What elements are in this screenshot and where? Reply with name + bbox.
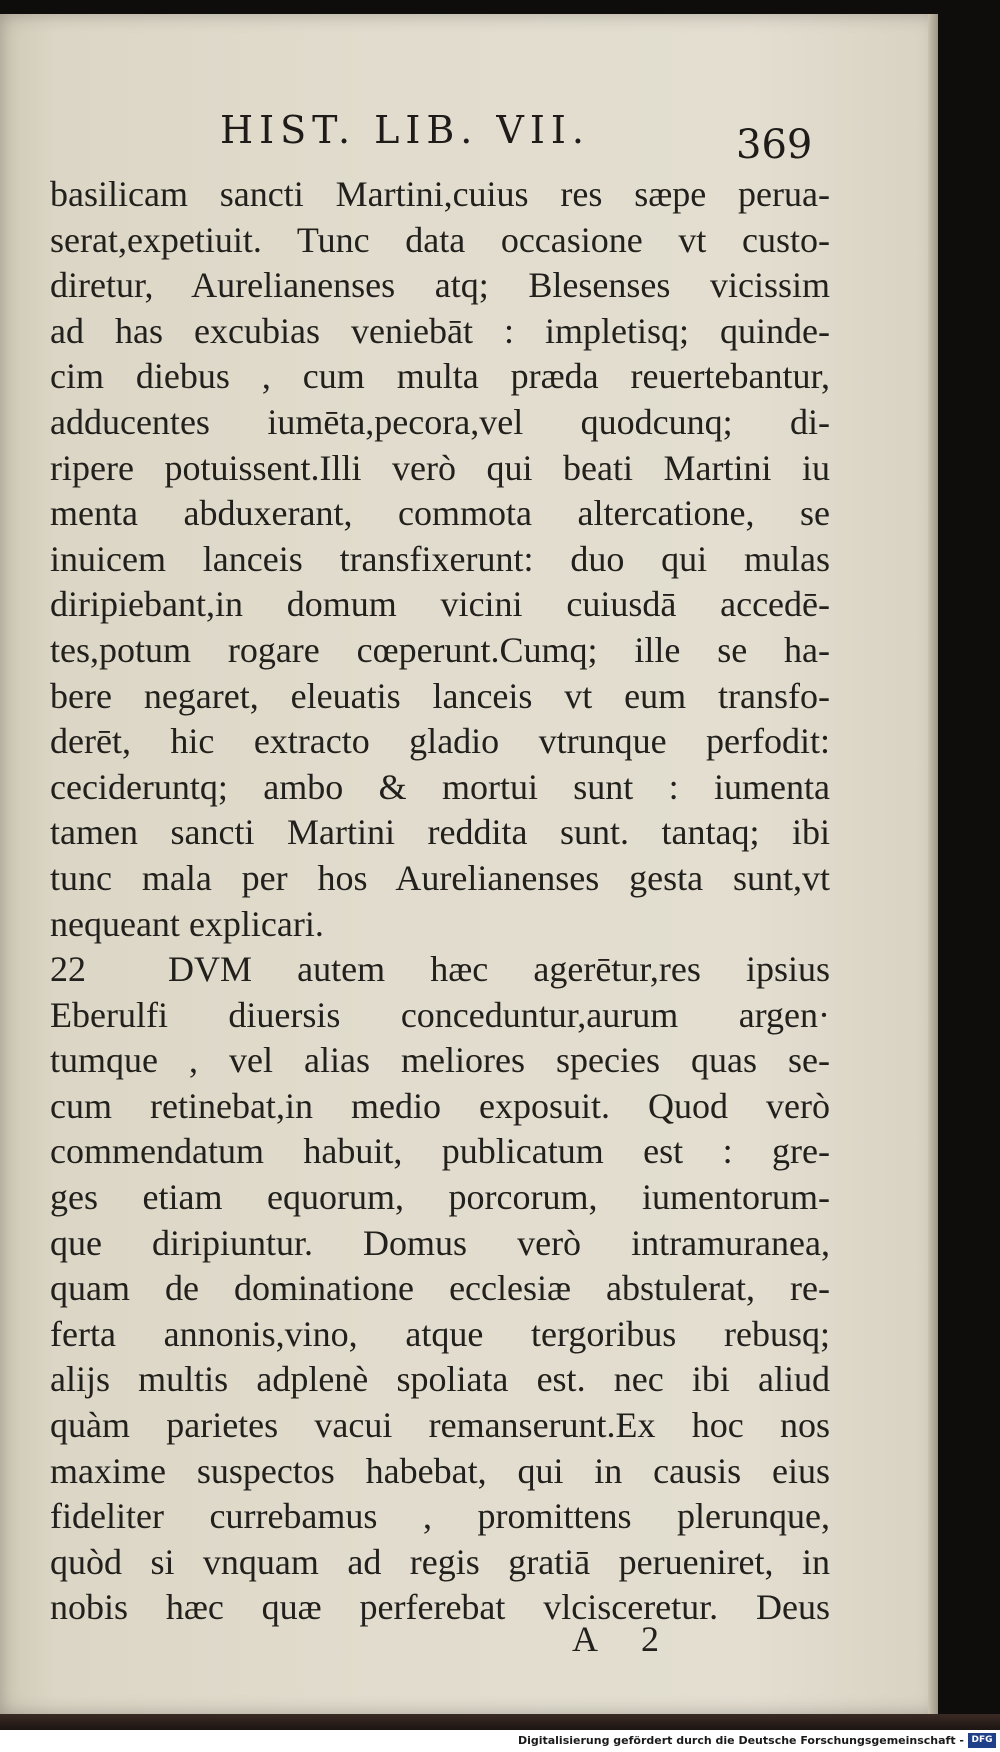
text-line: diretur, Aurelianenses atq; Blesenses vicissim bbox=[50, 265, 830, 306]
text-line: quam de dominatione ecclesiæ abstulerat, re- bbox=[50, 1268, 830, 1309]
section-number: 22 bbox=[50, 949, 86, 990]
body-text bbox=[50, 172, 830, 1631]
page-number: 369 bbox=[736, 122, 813, 168]
text-line: adducentes iumēta,pecora,vel quodcunq; di- bbox=[50, 401, 830, 442]
text-line: nequeant explicari. bbox=[50, 903, 324, 944]
text-line: maxime suspectos habebat, qui in causis eius bbox=[50, 1450, 830, 1491]
text-line: derēt, hic extracto gladio vtrunque perfodit: bbox=[50, 721, 830, 762]
running-head: HIST. LIB. VII. bbox=[220, 108, 590, 152]
text-line: fideliter currebamus , promittens plerunque, bbox=[50, 1496, 830, 1537]
text-line: commendatum habuit, publicatum est : gre- bbox=[50, 1131, 830, 1172]
page-edge bbox=[928, 14, 938, 1714]
text-line: Eberulfi diuersis conceduntur,aurum argen· bbox=[50, 994, 830, 1035]
text-line: tes,potum rogare cœperunt.Cumq; ille se ha- bbox=[50, 629, 830, 670]
text-line: menta abduxerant, commota altercatione, se bbox=[50, 493, 830, 534]
text-line: tumque , vel alias meliores species quas se- bbox=[50, 1040, 830, 1081]
text-line: bere negaret, eleuatis lanceis vt eum transfo- bbox=[50, 675, 830, 716]
text-line: quàm parietes vacui remanserunt.Ex hoc nos bbox=[50, 1405, 830, 1446]
text-line: nobis hæc quæ perferebat vlcisceretur. Deus bbox=[50, 1587, 830, 1628]
dfg-logo: DFG bbox=[968, 1733, 996, 1748]
digitization-footer bbox=[0, 1730, 1000, 1752]
text-line: ferta annonis,vino, atque tergoribus rebusq; bbox=[50, 1313, 830, 1354]
text-line: serat,expetiuit. Tunc data occasione vt custo- bbox=[50, 219, 830, 260]
text-line: ges etiam equorum, porcorum, iumentorum- bbox=[50, 1177, 830, 1218]
text-line: cecideruntq; ambo & mortui sunt : iumenta bbox=[50, 766, 830, 807]
catchword-signature: A 2 bbox=[572, 1619, 678, 1659]
text-line: ad has excubias veniebāt : impletisq; quinde- bbox=[50, 310, 830, 351]
text-line: ripere potuissent.Illi verò qui beati Martini iu bbox=[50, 447, 830, 488]
text-line: quòd si vnquam ad regis gratiā perueniret, in bbox=[50, 1541, 830, 1582]
text-line: tamen sancti Martini reddita sunt. tantaq; ibi bbox=[50, 812, 830, 853]
text-line: cim diebus , cum multa præda reuertebantur, bbox=[50, 356, 830, 397]
text-line: basilicam sancti Martini,cuius res sæpe perua- bbox=[50, 174, 830, 214]
text-line: que diripiuntur. Domus verò intramuranea, bbox=[50, 1222, 830, 1263]
text-line: DVM autem hæc agerētur,res ipsius bbox=[168, 949, 830, 990]
text-line: tunc mala per hos Aurelianenses gesta sunt,vt bbox=[50, 857, 830, 898]
funding-credit: Digitalisierung gefördert durch die Deutsche Forschungsgemeinschaft - bbox=[517, 1734, 964, 1747]
text-line: inuicem lanceis transfixerunt: duo qui mulas bbox=[50, 538, 830, 579]
text-line: alijs multis adplenè spoliata est. nec ibi aliud bbox=[50, 1359, 830, 1400]
text-line: diripiebant,in domum vicini cuiusdā accedē- bbox=[50, 584, 830, 625]
scan-bottom-edge bbox=[0, 1714, 1000, 1730]
text-line: cum retinebat,in medio exposuit. Quod verò bbox=[50, 1085, 830, 1126]
paragraph-start-line bbox=[50, 947, 830, 993]
